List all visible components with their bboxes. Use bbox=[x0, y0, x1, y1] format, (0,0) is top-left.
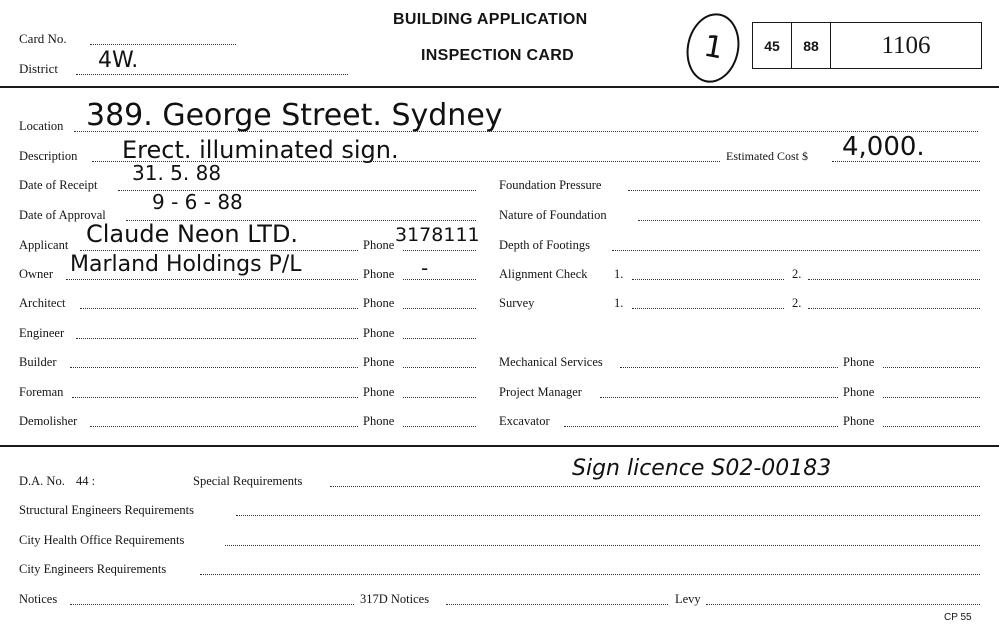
depth-of-footings-label: Depth of Footings bbox=[499, 238, 590, 252]
reference-box-2 bbox=[791, 22, 831, 69]
project-manager-field[interactable] bbox=[600, 397, 838, 398]
mechanical-services-label: Mechanical Services bbox=[499, 355, 603, 369]
survey-field-2[interactable] bbox=[808, 308, 980, 309]
date-of-receipt-value: 31. 5. 88 bbox=[132, 161, 222, 185]
da-no-label: D.A. No. bbox=[19, 474, 65, 488]
applicant-field[interactable] bbox=[80, 250, 358, 251]
owner-field[interactable] bbox=[66, 279, 358, 280]
card-title-line2: INSPECTION CARD bbox=[421, 47, 574, 64]
foreman-field[interactable] bbox=[72, 397, 358, 398]
card-title-line1: BUILDING APPLICATION bbox=[393, 11, 588, 28]
form-code: CP 55 bbox=[944, 612, 972, 623]
architect-phone-field[interactable] bbox=[403, 308, 476, 309]
applicant-value: Claude Neon LTD. bbox=[86, 220, 299, 248]
district-label: District bbox=[19, 61, 58, 76]
alignment-check-field-1[interactable] bbox=[632, 279, 784, 280]
architect-phone-label: Phone bbox=[363, 296, 395, 310]
applicant-phone-field[interactable] bbox=[403, 250, 476, 251]
architect-label: Architect bbox=[19, 296, 66, 310]
location-label: Location bbox=[19, 119, 64, 133]
nature-of-foundation-field[interactable] bbox=[638, 220, 980, 221]
applicant-phone-label: Phone bbox=[363, 238, 395, 252]
builder-phone-label: Phone bbox=[363, 355, 395, 369]
nature-of-foundation-label: Nature of Foundation bbox=[499, 208, 607, 222]
special-requirements-label: Special Requirements bbox=[193, 474, 303, 488]
excavator-field[interactable] bbox=[564, 426, 838, 427]
circled-mark-value: 1 bbox=[701, 28, 726, 67]
alignment-check-num-1: 1. bbox=[614, 267, 624, 281]
project-manager-phone-label: Phone bbox=[843, 385, 875, 399]
demolisher-phone-label: Phone bbox=[363, 414, 395, 428]
structural-engineers-field[interactable] bbox=[236, 515, 980, 516]
da-no-value: 44 : bbox=[76, 474, 96, 488]
owner-phone-field[interactable] bbox=[403, 279, 476, 280]
city-engineers-field[interactable] bbox=[200, 574, 980, 575]
mechanical-services-field[interactable] bbox=[620, 367, 838, 368]
notices-317d-field[interactable] bbox=[446, 604, 668, 605]
builder-label: Builder bbox=[19, 355, 57, 369]
excavator-label: Excavator bbox=[499, 414, 550, 428]
notices-317d-label: 317D Notices bbox=[360, 592, 430, 606]
city-health-office-label: City Health Office Requirements bbox=[19, 533, 185, 547]
foreman-phone-label: Phone bbox=[363, 385, 395, 399]
owner-value: Marland Holdings P/L bbox=[70, 252, 302, 277]
applicant-label: Applicant bbox=[19, 238, 69, 252]
date-of-approval-label: Date of Approval bbox=[19, 208, 106, 222]
engineer-label: Engineer bbox=[19, 326, 65, 340]
reference-box-3 bbox=[830, 22, 982, 69]
engineer-phone-field[interactable] bbox=[403, 338, 476, 339]
reference-box-2-value: 88 bbox=[803, 37, 819, 54]
builder-phone-field[interactable] bbox=[403, 367, 476, 368]
owner-label: Owner bbox=[19, 267, 54, 281]
section-divider bbox=[0, 445, 999, 447]
project-manager-phone-field[interactable] bbox=[883, 397, 980, 398]
engineer-field[interactable] bbox=[76, 338, 358, 339]
excavator-phone-label: Phone bbox=[843, 414, 875, 428]
estimated-cost-label: Estimated Cost $ bbox=[726, 149, 808, 163]
demolisher-label: Demolisher bbox=[19, 414, 78, 428]
levy-label: Levy bbox=[675, 592, 701, 606]
survey-num-1: 1. bbox=[614, 296, 624, 310]
alignment-check-label: Alignment Check bbox=[499, 267, 588, 281]
engineer-phone-label: Phone bbox=[363, 326, 395, 340]
foundation-pressure-label: Foundation Pressure bbox=[499, 178, 602, 192]
structural-engineers-label: Structural Engineers Requirements bbox=[19, 503, 194, 517]
demolisher-phone-field[interactable] bbox=[403, 426, 476, 427]
depth-of-footings-field[interactable] bbox=[612, 250, 980, 251]
district-field[interactable] bbox=[76, 74, 348, 75]
project-manager-label: Project Manager bbox=[499, 385, 582, 399]
levy-field[interactable] bbox=[706, 604, 980, 605]
alignment-check-field-2[interactable] bbox=[808, 279, 980, 280]
architect-field[interactable] bbox=[80, 308, 358, 309]
notices-field[interactable] bbox=[70, 604, 354, 605]
owner-phone-value: - bbox=[421, 256, 429, 280]
card-no-label: Card No. bbox=[19, 31, 67, 46]
description-value: Erect. illuminated sign. bbox=[122, 136, 399, 164]
demolisher-field[interactable] bbox=[90, 426, 358, 427]
survey-num-2: 2. bbox=[792, 296, 802, 310]
foundation-pressure-field[interactable] bbox=[628, 190, 980, 191]
survey-field-1[interactable] bbox=[632, 308, 784, 309]
reference-box-1-value: 45 bbox=[764, 37, 780, 54]
description-label: Description bbox=[19, 149, 78, 163]
city-engineers-label: City Engineers Requirements bbox=[19, 562, 167, 576]
estimated-cost-value: 4,000. bbox=[842, 132, 925, 162]
card-no-field[interactable] bbox=[90, 44, 236, 45]
foreman-label: Foreman bbox=[19, 385, 64, 399]
owner-phone-label: Phone bbox=[363, 267, 395, 281]
survey-label: Survey bbox=[499, 296, 535, 310]
applicant-phone-value: 3178111 bbox=[395, 224, 480, 246]
reference-box-1 bbox=[752, 22, 792, 69]
builder-field[interactable] bbox=[70, 367, 358, 368]
date-of-approval-value: 9 - 6 - 88 bbox=[152, 190, 243, 214]
alignment-check-num-2: 2. bbox=[792, 267, 802, 281]
mechanical-services-phone-field[interactable] bbox=[883, 367, 980, 368]
header-divider bbox=[0, 86, 999, 88]
city-health-office-field[interactable] bbox=[225, 545, 980, 546]
location-value: 389. George Street. Sydney bbox=[86, 98, 503, 133]
district-value: 4W. bbox=[98, 48, 139, 73]
reference-box-3-value: 1106 bbox=[881, 31, 931, 59]
mechanical-services-phone-label: Phone bbox=[843, 355, 875, 369]
date-of-receipt-label: Date of Receipt bbox=[19, 178, 98, 192]
special-requirements-value: Sign licence S02-00183 bbox=[572, 456, 832, 481]
notices-label: Notices bbox=[19, 592, 58, 606]
special-requirements-field[interactable] bbox=[330, 486, 980, 487]
excavator-phone-field[interactable] bbox=[883, 426, 980, 427]
foreman-phone-field[interactable] bbox=[403, 397, 476, 398]
